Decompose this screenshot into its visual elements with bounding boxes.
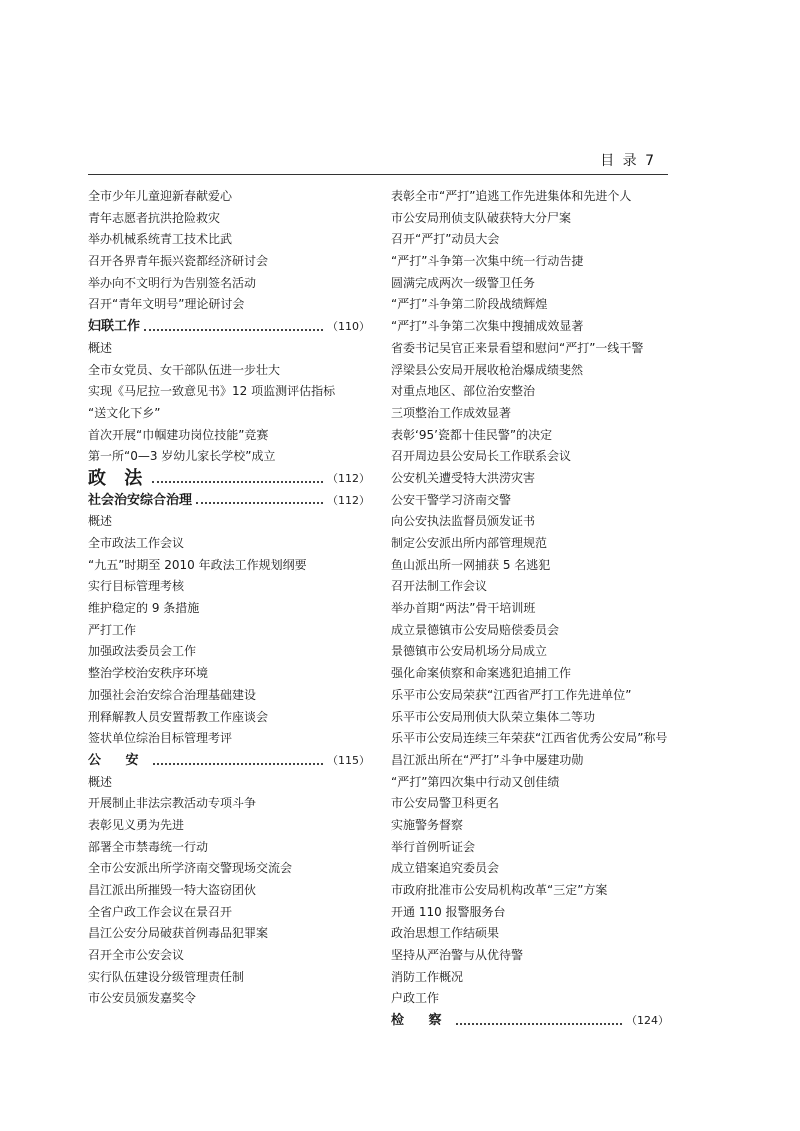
toc-entry: 召开全市公安会议 (88, 948, 185, 963)
toc-entry: 表彰全市“严打”追逃工作先进集体和先进个人 (391, 189, 632, 203)
toc-entry: 昌江公安分局破获首例毒品犯罪案 (88, 926, 269, 941)
page-header (88, 150, 668, 174)
toc-entry: 全市少年儿童迎新春献爱心 (88, 189, 233, 203)
section-title: 妇联工作 (88, 319, 141, 335)
section-title: 公 安 (88, 752, 149, 768)
toc-entry: 实行目标管理考核 (88, 579, 185, 594)
toc-entry: 表彰‘95’瓷都十佳民警”的决定 (391, 427, 553, 442)
toc-entry: 维护稳定的 9 条措施 (88, 601, 200, 616)
leader-dots (196, 502, 323, 504)
toc-entry: 召开“青年文明号”理论研讨会 (88, 297, 245, 312)
toc-entry: “送文化下乡” (88, 405, 161, 420)
toc-entry: 公安机关遭受特大洪涝灾害 (391, 470, 536, 485)
toc-entry: 概述 (88, 514, 113, 529)
toc-section-heading (391, 1010, 669, 1032)
toc-entry: 乐平市公安局刑侦大队荣立集体二等功 (391, 709, 596, 724)
section-title: 社会治安综合治理 (88, 492, 193, 508)
toc-entry: “严打”斗争第二阶段战绩辉煌 (391, 297, 548, 312)
toc-entry: 全市公安派出所学济南交警现场交流会 (88, 861, 293, 876)
toc-entry: 乐平市公安局荣获“江西省严打工作先进单位” (391, 687, 632, 702)
toc-entry: 全省户政工作会议在景召开 (88, 904, 233, 919)
toc-entry: 实施警务督察 (391, 817, 464, 832)
toc-entry: 严打工作 (88, 622, 137, 637)
toc-entry: 召开周边县公安局长工作联系会议 (391, 449, 572, 464)
toc-entry: 签状单位综治目标管理考评 (88, 731, 233, 746)
toc-entry: 概述 (88, 774, 113, 789)
section-title: 政 法 (88, 467, 149, 489)
toc-right-column (391, 186, 669, 1032)
toc-entry: “严打”第四次集中行动又创佳绩 (391, 774, 560, 789)
toc-entry: 举办机械系统青工技术比武 (88, 232, 233, 247)
toc-entry: 昌江派出所在“严打”斗争中屡建功勋 (391, 752, 584, 767)
toc-section-heading (88, 316, 370, 338)
section-page-number: （124） (626, 1014, 669, 1028)
toc-entry: 实现《马尼拉一致意见书》12 项监测评估指标 (88, 384, 336, 399)
section-page-number: （115） (327, 753, 370, 767)
toc-entry: “九五”时期至 2010 年政法工作规划纲要 (88, 557, 307, 572)
toc-entry: 表彰见义勇为先进 (88, 817, 185, 832)
toc-entry: 消防工作概况 (391, 969, 464, 984)
page-header-title: 目 录 7 (600, 153, 656, 169)
header-divider (88, 174, 668, 175)
toc-entry: 加强社会治安综合治理基础建设 (88, 687, 257, 702)
toc-entry: 市公安局刑侦支队破获特大分尸案 (391, 210, 572, 225)
toc-entry: 开展制止非法宗教活动专项斗争 (88, 796, 257, 811)
toc-entry: 部署全市禁毒统一行动 (88, 839, 209, 854)
toc-entry: 实行队伍建设分级管理责任制 (88, 969, 245, 984)
toc-section-heading (88, 490, 370, 512)
toc-entry: 乐平市公安局连续三年荣获“江西省优秀公安局”称号 (391, 731, 668, 746)
toc-entry: 公安干警学习济南交警 (391, 492, 512, 507)
toc-entry: “严打”斗争第二次集中搜捕成效显著 (391, 319, 584, 334)
toc-section-heading (88, 468, 370, 490)
toc-entry: 成立景德镇市公安局赔偿委员会 (391, 622, 560, 637)
toc-entry: 三项整治工作成效显著 (391, 405, 512, 420)
section-page-number: （112） (327, 471, 370, 485)
toc-entry: 举办向不文明行为告别签名活动 (88, 275, 257, 290)
toc-entry: 强化命案侦察和命案逃犯追捕工作 (391, 666, 572, 681)
toc-entry: 制定公安派出所内部管理规范 (391, 536, 548, 550)
toc-entry: 省委书记吴官正来景看望和慰问“严打”一线干警 (391, 340, 644, 355)
toc-entry: 首次开展“巾帼建功岗位技能”竞赛 (88, 427, 269, 442)
toc-entry: 向公安执法监督员颁发证书 (391, 514, 536, 529)
section-page-number: （110） (327, 320, 370, 334)
toc-left-column (88, 186, 370, 1010)
toc-entry: 举办首期“两法”骨干培训班 (391, 601, 536, 616)
toc-entry: 圆满完成两次一级警卫任务 (391, 275, 536, 290)
toc-entry: 第一所“0—3 岁幼儿家长学校”成立 (88, 449, 276, 464)
leader-dots (456, 1023, 622, 1025)
toc-entry: 全市政法工作会议 (88, 536, 185, 550)
toc-entry: 召开法制工作会议 (391, 579, 488, 594)
toc-entry: 昌江派出所摧毁一特大盗窃团伙 (88, 883, 257, 897)
toc-entry: 景德镇市公安局机场分局成立 (391, 644, 548, 659)
section-title: 检 察 (391, 1013, 452, 1029)
toc-entry: 概述 (88, 340, 113, 355)
leader-dots (152, 481, 323, 483)
toc-entry: 政治思想工作结硕果 (391, 926, 500, 941)
toc-entry: 浮梁县公安局开展收枪治爆成绩斐然 (391, 362, 584, 377)
leader-dots (144, 329, 323, 331)
toc-entry: “严打”斗争第一次集中统一行动告捷 (391, 254, 584, 269)
leader-dots (153, 763, 323, 765)
toc-entry: 青年志愿者抗洪抢险救灾 (88, 210, 221, 225)
toc-entry: 市政府批准市公安局机构改革“三定”方案 (391, 883, 608, 897)
toc-entry: 成立错案追究委员会 (391, 861, 500, 876)
toc-section-heading (88, 750, 370, 772)
toc-entry: 全市女党员、女干部队伍进一步壮大 (88, 362, 281, 377)
toc-entry: 整治学校治安秩序环境 (88, 666, 209, 681)
toc-entry: 刑释解教人员安置帮教工作座谈会 (88, 709, 269, 724)
section-page-number: （112） (327, 493, 370, 507)
toc-entry: 对重点地区、部位治安整治 (391, 384, 536, 399)
toc-entry: 市公安员颁发嘉奖令 (88, 991, 197, 1006)
toc-entry: 召开各界青年振兴瓷都经济研讨会 (88, 254, 269, 269)
toc-entry: 市公安局警卫科更名 (391, 796, 500, 811)
toc-entry: 户政工作 (391, 991, 440, 1006)
toc-entry: 加强政法委员会工作 (88, 644, 197, 659)
toc-entry: 鱼山派出所一网捕获 5 名逃犯 (391, 557, 551, 572)
toc-entry: 开通 110 报警服务台 (391, 904, 506, 919)
toc-entry: 举行首例听证会 (391, 839, 476, 854)
toc-entry: 召开“严打”动员大会 (391, 232, 500, 247)
toc-entry: 坚持从严治警与从优待警 (391, 948, 524, 963)
